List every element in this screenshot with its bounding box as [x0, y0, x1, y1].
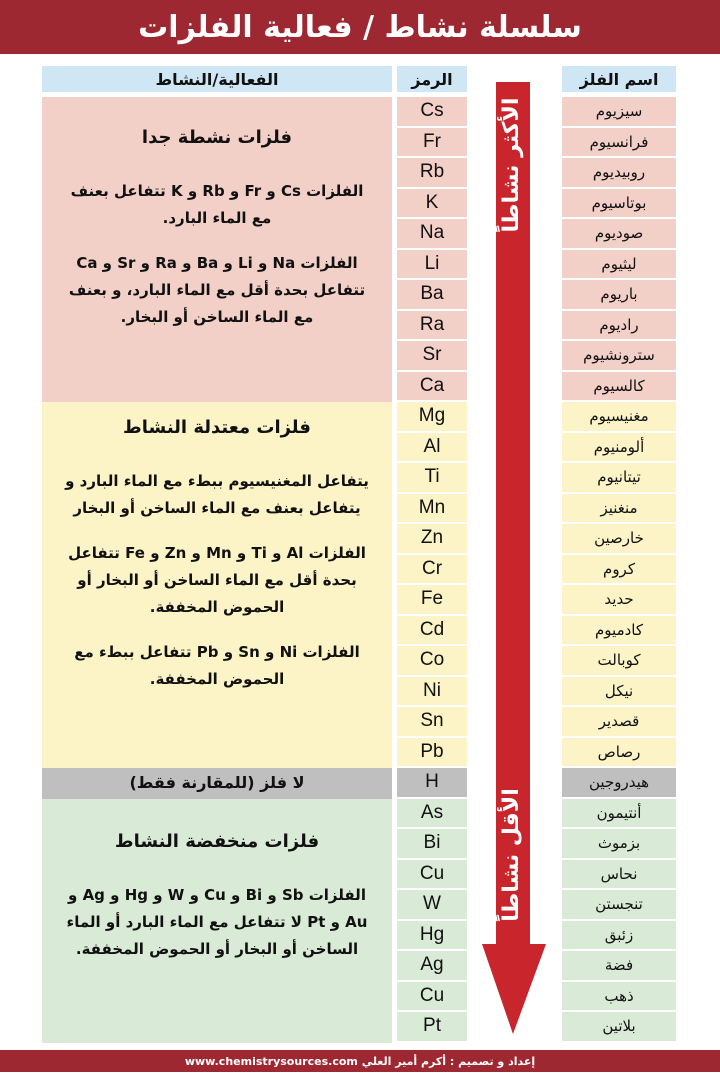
- metal-name-cell: نيكل: [562, 677, 676, 708]
- symbol-cell: H: [397, 768, 467, 799]
- metal-name-cell: سيزيوم: [562, 97, 676, 128]
- symbol-cell: Na: [397, 219, 467, 250]
- group-moderate-title: فلزات معتدلة النشاط: [123, 417, 311, 438]
- metal-name-cell: منغنيز: [562, 494, 676, 525]
- symbol-cell: Pb: [397, 738, 467, 769]
- metal-name-cell: كالسيوم: [562, 372, 676, 403]
- group-very-active-block: [42, 97, 392, 401]
- metal-name-cell: مغنيسيوم: [562, 402, 676, 433]
- metal-name-cell: هيدروجين: [562, 768, 676, 799]
- symbol-cell: Pt: [397, 1012, 467, 1043]
- symbol-cell: Ag: [397, 951, 467, 982]
- group-hydrogen-title: لا فلز (للمقارنة فقط): [129, 772, 305, 792]
- symbol-cell: Mg: [397, 402, 467, 433]
- symbol-cell: Sn: [397, 707, 467, 738]
- metal-name-cell: راديوم: [562, 311, 676, 342]
- metal-name-cell: أنتيمون: [562, 799, 676, 830]
- metal-name-cell: ذهب: [562, 982, 676, 1013]
- symbol-cell: Zn: [397, 524, 467, 555]
- page-title: سلسلة نشاط / فعالية الفلزات: [138, 9, 582, 45]
- metal-name-cell: خارصين: [562, 524, 676, 555]
- metal-name-cell: بزموث: [562, 829, 676, 860]
- group-moderate-text-2: الفلزات Al و Ti و Mn و Zn و Fe تتفاعل بحدة أقل مع الماء الساخن أو البخار أو الحموض المخففة.: [68, 544, 366, 616]
- footer-credit: www.chemistrysources.com إعداد و تصميم : أكرم أمير العلي: [184, 1054, 536, 1068]
- group-very-active-title: فلزات نشطة جدا: [141, 127, 293, 148]
- arrow-label-least-active: الأقل نشاطاً: [499, 788, 524, 922]
- metal-name-cell: بلاتين: [562, 1012, 676, 1043]
- symbol-cell: Fe: [397, 585, 467, 616]
- symbol-cell: Ra: [397, 311, 467, 342]
- group-moderate-block: [42, 401, 392, 767]
- symbol-cell: Mn: [397, 494, 467, 525]
- arrow-head: [482, 944, 546, 1034]
- metal-name-cell: سترونشيوم: [562, 341, 676, 372]
- metal-name-cell: كروم: [562, 555, 676, 586]
- metal-name-cell: زئبق: [562, 921, 676, 952]
- metal-name-cell: كادميوم: [562, 616, 676, 647]
- symbol-cell: Cs: [397, 97, 467, 128]
- symbol-cell: Cr: [397, 555, 467, 586]
- metal-name-cell: صوديوم: [562, 219, 676, 250]
- footer-bar: [0, 1050, 720, 1072]
- group-moderate-text-1: يتفاعل المغنيسيوم ببطء مع الماء البارد و يتفاعل بعنف مع الماء الساخن أو البخار: [65, 472, 369, 517]
- title-bar: [0, 0, 720, 54]
- symbol-cell: Bi: [397, 829, 467, 860]
- symbol-cell: Rb: [397, 158, 467, 189]
- header-metal-name: اسم الفلز: [562, 66, 676, 92]
- metal-name-cell: فرانسيوم: [562, 128, 676, 159]
- metal-name-cell: رصاص: [562, 738, 676, 769]
- symbol-cell: Fr: [397, 128, 467, 159]
- group-low-text-1: الفلزات Sb و Bi و Cu و W و Hg و Ag و Au و Pt لا تتفاعل مع الماء البارد أو الماء الساخن أو البخار أو الحموض المخففة.: [66, 886, 368, 958]
- symbol-cell: K: [397, 189, 467, 220]
- symbol-cell: W: [397, 890, 467, 921]
- metal-name-cell: فضة: [562, 951, 676, 982]
- group-moderate-text-3: الفلزات Ni و Sn و Pb تتفاعل ببطء مع الحموض المخففة.: [74, 643, 360, 688]
- symbol-cell: Ca: [397, 372, 467, 403]
- symbol-cell: Ni: [397, 677, 467, 708]
- metal-name-cell: قصدير: [562, 707, 676, 738]
- group-low-block: [42, 797, 392, 1041]
- metal-name-cell: كوبالت: [562, 646, 676, 677]
- symbol-cell: Cu: [397, 860, 467, 891]
- symbol-cell: Co: [397, 646, 467, 677]
- group-very-active-text-1: الفلزات Cs و Fr و Rb و K تتفاعل بعنف مع الماء البارد.: [70, 182, 364, 227]
- metal-name-cell: روبيديوم: [562, 158, 676, 189]
- symbol-cell: Li: [397, 250, 467, 281]
- symbol-cell: Cd: [397, 616, 467, 647]
- metal-name-cell: تيتانيوم: [562, 463, 676, 494]
- group-very-active-text-2: الفلزات Na و Li و Ba و Ra و Sr و Ca تتفاعل بحدة أقل مع الماء البارد، و بعنف مع الماء الساخن أو البخار.: [68, 254, 366, 326]
- symbol-cell: Hg: [397, 921, 467, 952]
- metal-name-cell: ليثيوم: [562, 250, 676, 281]
- group-low-title: فلزات منخفضة النشاط: [114, 831, 320, 852]
- group-hydrogen-block: [42, 767, 392, 797]
- metal-name-cell: حديد: [562, 585, 676, 616]
- arrow-label-most-active: الأكثر نشاطاً: [499, 97, 524, 233]
- symbol-cell: Sr: [397, 341, 467, 372]
- symbol-cell: As: [397, 799, 467, 830]
- symbol-cell: Al: [397, 433, 467, 464]
- metal-name-cell: تنجستن: [562, 890, 676, 921]
- metal-name-cell: باريوم: [562, 280, 676, 311]
- metal-name-cell: بوتاسيوم: [562, 189, 676, 220]
- symbol-cell: Ti: [397, 463, 467, 494]
- metal-name-cell: نحاس: [562, 860, 676, 891]
- metal-name-cell: ألومنيوم: [562, 433, 676, 464]
- symbol-cell: Cu: [397, 982, 467, 1013]
- symbol-cell: Ba: [397, 280, 467, 311]
- header-activity: الفعالية/النشاط: [42, 66, 392, 92]
- header-symbol: الرمز: [397, 66, 467, 92]
